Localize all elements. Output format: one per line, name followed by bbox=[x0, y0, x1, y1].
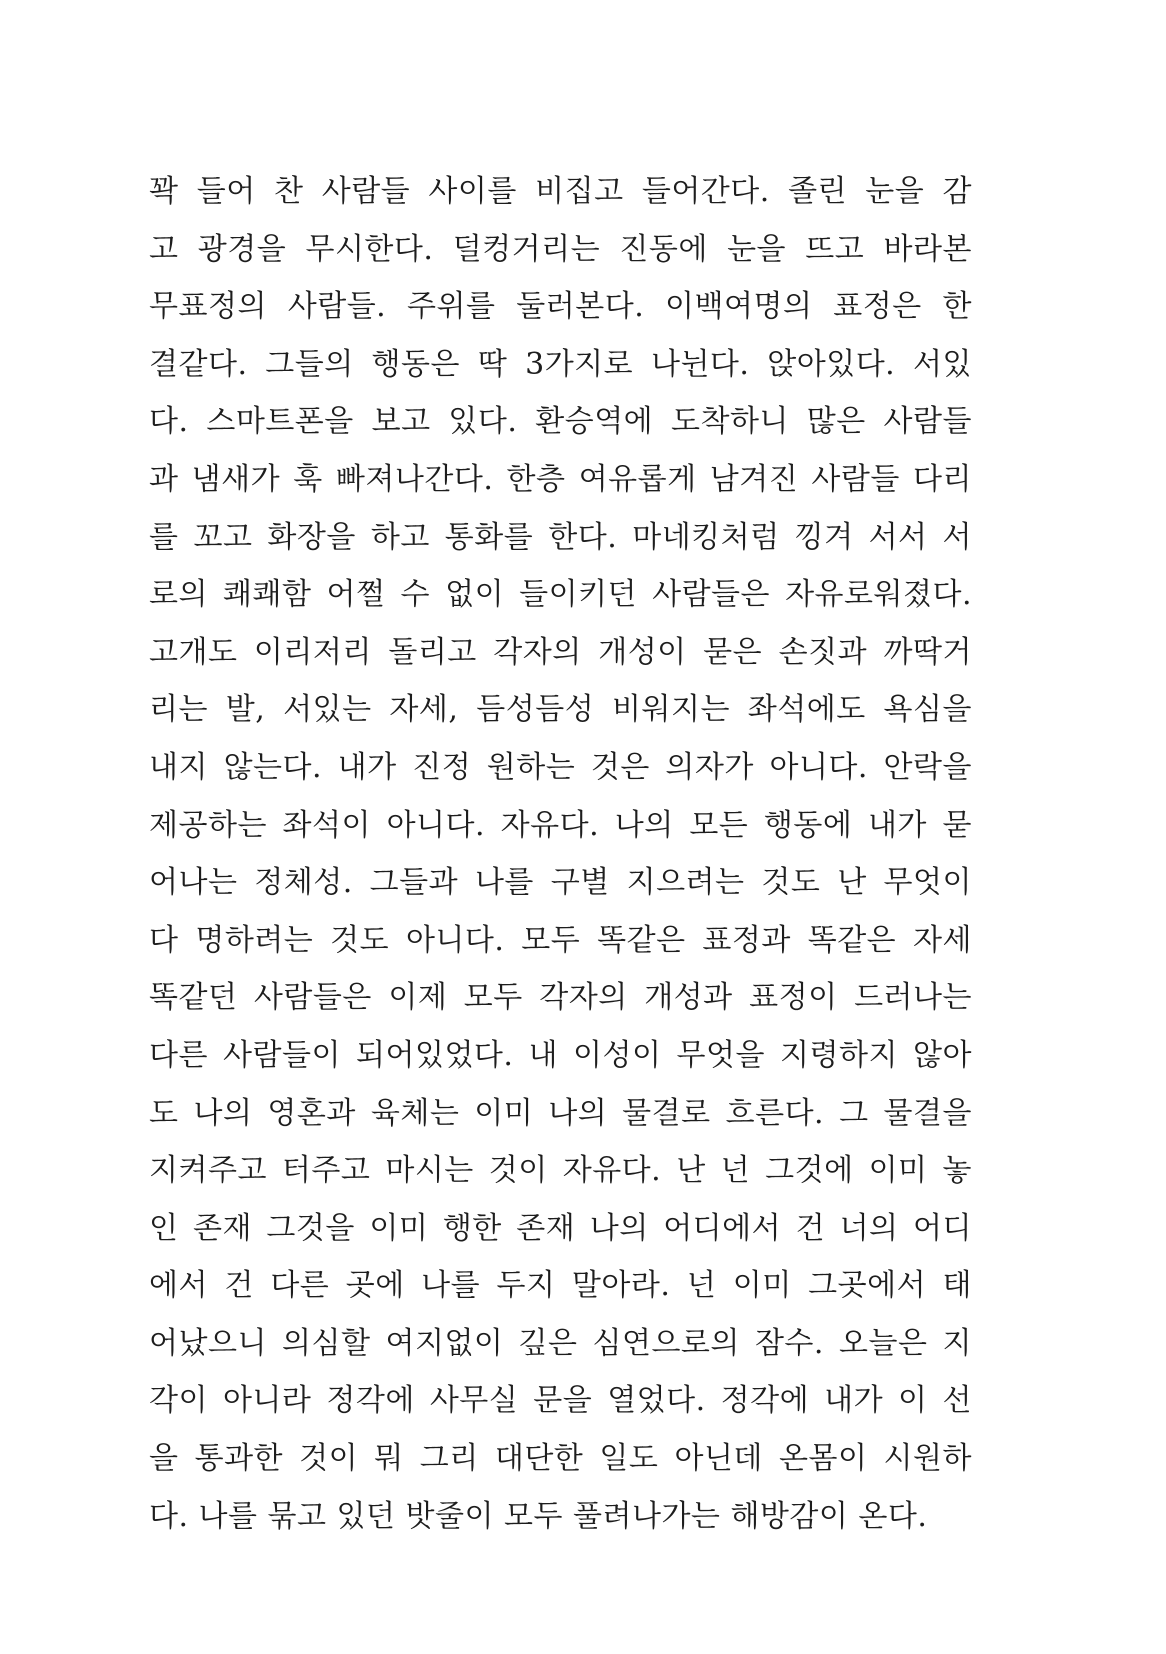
text-line: 인 존재 그것을 이미 행한 존재 나의 어디에서 건 너의 어디 bbox=[149, 1210, 972, 1246]
text-line: 리는 발, 서있는 자세, 듬성듬성 비워지는 좌석에도 욕심을 bbox=[149, 692, 972, 728]
text-line: 어나는 정체성. 그들과 나를 구별 지으려는 것도 난 무엇이 bbox=[149, 865, 972, 901]
text-line: 내지 않는다. 내가 진정 원하는 것은 의자가 아니다. 안락을 bbox=[149, 749, 972, 785]
text-line: 꽉 들어 찬 사람들 사이를 비집고 들어간다. 졸린 눈을 감 bbox=[149, 174, 972, 209]
text-line: 고개도 이리저리 돌리고 각자의 개성이 묻은 손짓과 까딱거 bbox=[149, 634, 972, 670]
text-line: 어났으니 의심할 여지없이 깊은 심연으로의 잠수. 오늘은 지 bbox=[149, 1325, 972, 1361]
body-text bbox=[149, 163, 972, 1545]
text-line: 고 광경을 무시한다. 덜컹거리는 진동에 눈을 뜨고 바라본 bbox=[149, 231, 972, 267]
text-line: 도 나의 영혼과 육체는 이미 나의 물결로 흐른다. 그 물결을 bbox=[149, 1095, 972, 1131]
text-line: 각이 아니라 정각에 사무실 문을 열었다. 정각에 내가 이 선 bbox=[149, 1383, 972, 1419]
text-line: 무표정의 사람들. 주위를 둘러본다. 이백여명의 표정은 한 bbox=[149, 289, 972, 325]
text-line: 다른 사람들이 되어있었다. 내 이성이 무엇을 지령하지 않아 bbox=[149, 1037, 972, 1073]
text-line: 다. 스마트폰을 보고 있다. 환승역에 도착하니 많은 사람들 bbox=[149, 404, 972, 440]
text-line: 에서 건 다른 곳에 나를 두지 말아라. 넌 이미 그곳에서 태 bbox=[149, 1268, 972, 1304]
text-line: 지켜주고 터주고 마시는 것이 자유다. 난 넌 그것에 이미 놓 bbox=[149, 1153, 972, 1189]
text-line: 로의 쾌쾌함 어쩔 수 없이 들이키던 사람들은 자유로워졌다. bbox=[149, 577, 972, 613]
text-line: 다. 나를 묶고 있던 밧줄이 모두 풀려나가는 해방감이 온다. bbox=[149, 1498, 928, 1534]
text-line: 을 통과한 것이 뭐 그리 대단한 일도 아닌데 온몸이 시원하 bbox=[149, 1441, 972, 1477]
text-line: 를 꼬고 화장을 하고 통화를 한다. 마네킹처럼 낑겨 서서 서 bbox=[149, 519, 972, 555]
text-line: 결같다. 그들의 행동은 딱 3가지로 나뉜다. 앉아있다. 서있 bbox=[149, 346, 972, 382]
text-line: 똑같던 사람들은 이제 모두 각자의 개성과 표정이 드러나는 bbox=[149, 980, 972, 1016]
text-line: 제공하는 좌석이 아니다. 자유다. 나의 모든 행동에 내가 묻 bbox=[149, 807, 972, 843]
text-line: 다 명하려는 것도 아니다. 모두 똑같은 표정과 똑같은 자세 bbox=[149, 922, 972, 958]
text-line: 과 냄새가 훅 빠져나간다. 한층 여유롭게 남겨진 사람들 다리 bbox=[149, 461, 972, 497]
